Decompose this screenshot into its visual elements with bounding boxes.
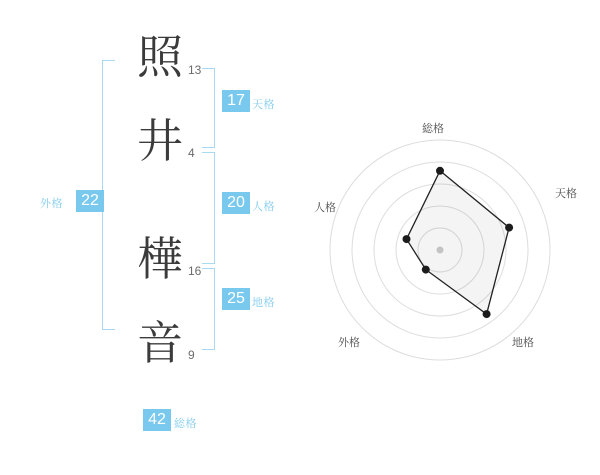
name-character-2-strokes: 4 <box>188 146 195 160</box>
name-character-1-strokes: 13 <box>188 63 202 77</box>
tenkaku-label: 天格 <box>252 98 275 111</box>
outer-value-badge: 22 <box>76 190 104 212</box>
axis-label-chikaku: 地格 <box>512 336 534 349</box>
tenkaku-bracket <box>202 68 215 148</box>
name-character-4: 音 <box>137 316 183 370</box>
soukaku-value-badge: 42 <box>143 409 171 431</box>
chikaku-value-badge: 25 <box>222 288 250 310</box>
name-character-3-strokes: 16 <box>188 264 202 278</box>
chikaku-bracket <box>202 268 215 350</box>
jinkaku-label: 人格 <box>252 200 275 213</box>
axis-label-gaikaku: 外格 <box>338 336 360 349</box>
axis-label-tenkaku: 天格 <box>555 187 577 200</box>
radar-chart-svg <box>300 0 600 470</box>
radar-chart <box>300 0 600 470</box>
axis-label-jinkaku: 人格 <box>314 201 336 214</box>
axis-label-soukaku: 総格 <box>422 122 444 135</box>
tenkaku-value-badge: 17 <box>222 90 250 112</box>
radar-series-polygon <box>407 171 510 314</box>
name-character-3: 樺 <box>137 232 183 286</box>
outer-label: 外格 <box>40 197 63 210</box>
jinkaku-value-badge: 20 <box>222 192 250 214</box>
chikaku-label: 地格 <box>252 296 275 309</box>
name-stroke-diagram <box>0 0 300 470</box>
name-character-2: 井 <box>137 114 183 168</box>
name-character-1: 照 <box>137 30 183 84</box>
soukaku-label: 総格 <box>174 417 197 430</box>
name-character-4-strokes: 9 <box>188 348 195 362</box>
jinkaku-bracket <box>202 152 215 264</box>
